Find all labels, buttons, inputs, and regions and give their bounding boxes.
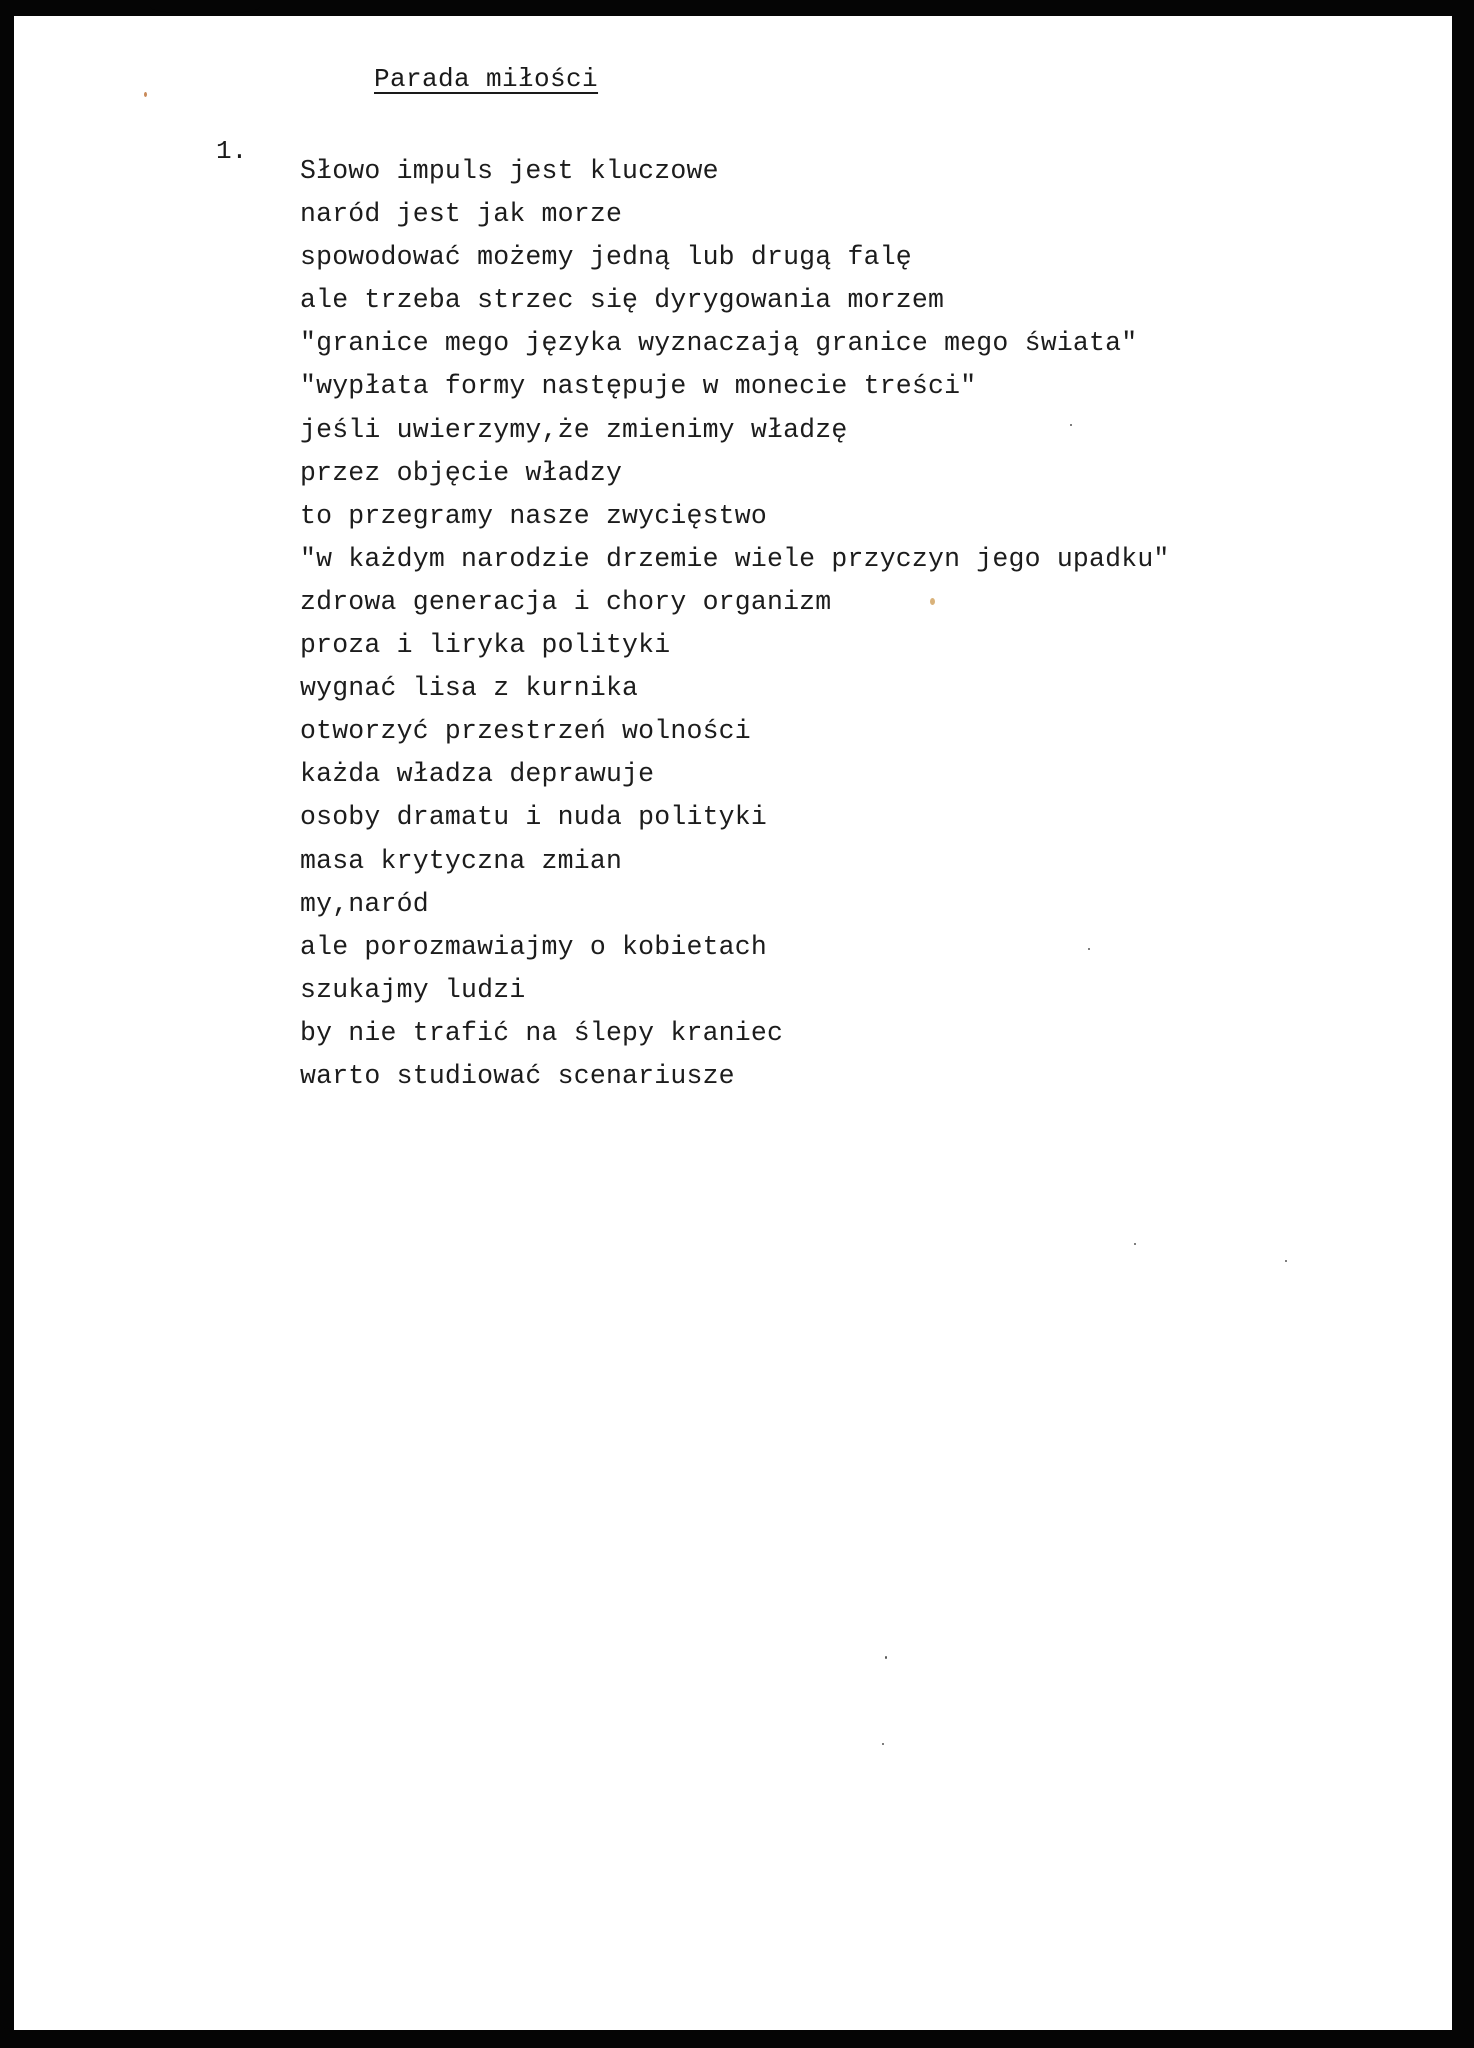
- paper-speck: [1088, 948, 1090, 950]
- poem-line: to przegramy nasze zwycięstwo: [300, 500, 767, 531]
- section-number: 1.: [216, 136, 248, 166]
- paper-speck: [930, 598, 935, 605]
- poem-line: przez objęcie władzy: [300, 457, 623, 488]
- poem-line: każda władza deprawuje: [300, 759, 655, 790]
- poem-line: "w każdym narodzie drzemie wiele przyczyn jego upadku": [300, 543, 1170, 574]
- paper-speck: [1070, 424, 1072, 426]
- page-title: Parada miłości: [374, 64, 599, 94]
- poem-line: "wypłata formy następuje w monecie treści": [300, 371, 977, 402]
- poem-line: zdrowa generacja i chory organizm: [300, 586, 832, 617]
- poem-line: ale trzeba strzec się dyrygowania morzem: [300, 285, 945, 316]
- poem-line: osoby dramatu i nuda polityki: [300, 802, 767, 833]
- poem-line: otworzyć przestrzeń wolności: [300, 716, 751, 747]
- poem-line: masa krytyczna zmian: [300, 845, 623, 876]
- poem-line: ale porozmawiajmy o kobietach: [300, 931, 767, 962]
- poem-line: wygnać lisa z kurnika: [300, 673, 639, 704]
- paper-speck: [1285, 1260, 1287, 1262]
- poem-line: my,naród: [300, 888, 429, 919]
- paper-speck: [144, 92, 147, 97]
- poem-line: proza i liryka polityki: [300, 630, 671, 661]
- poem-line: by nie trafić na ślepy kraniec: [300, 1017, 784, 1048]
- paper-speck: [882, 1743, 884, 1745]
- poem-lines: [300, 150, 1400, 1098]
- paper-speck: [1134, 1243, 1136, 1245]
- paper-speck: [885, 1656, 887, 1659]
- poem-line: szukajmy ludzi: [300, 974, 526, 1005]
- paper-tear: [150, 0, 260, 14]
- poem-line: spowodować możemy jedną lub drugą falę: [300, 242, 912, 273]
- poem-line: warto studiować scenariusze: [300, 1060, 735, 1091]
- poem-line: "granice mego języka wyznaczają granice mego świata": [300, 328, 1138, 359]
- poem-line: naród jest jak morze: [300, 199, 623, 230]
- poem-line: Słowo impuls jest kluczowe: [300, 156, 719, 186]
- poem-line: jeśli uwierzymy,że zmienimy władzę: [300, 414, 848, 445]
